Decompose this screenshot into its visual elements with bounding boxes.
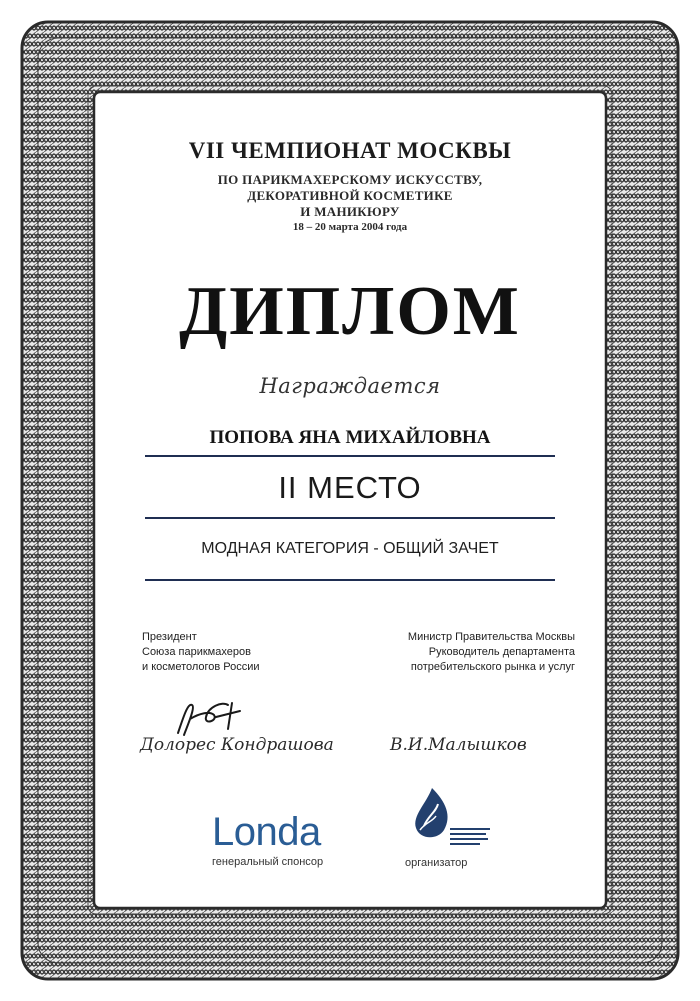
organizer-caption: организатор bbox=[405, 857, 468, 869]
sponsor-caption: генеральный спонсор bbox=[212, 856, 324, 868]
rule-line bbox=[145, 579, 555, 581]
title-line: Руководитель департамента bbox=[428, 646, 575, 658]
right-signatory-title bbox=[335, 630, 575, 675]
title-line: Министр Правительства Москвы bbox=[407, 631, 575, 643]
organizer-drop-logo-icon bbox=[402, 782, 492, 854]
event-dates: 18 – 20 марта 2004 года bbox=[292, 221, 408, 233]
londa-logo: Londa bbox=[212, 810, 321, 854]
rule-line bbox=[145, 517, 555, 519]
event-title: VII ЧЕМПИОНАТ МОСКВЫ bbox=[188, 138, 512, 163]
handwritten-signature-icon bbox=[170, 695, 250, 740]
left-signatory-name: Долорес Кондрашова bbox=[140, 735, 334, 755]
rule-line bbox=[145, 455, 555, 457]
event-subtitle-line: И МАНИКЮРУ bbox=[300, 204, 400, 219]
title-line: и косметологов России bbox=[142, 661, 260, 673]
event-subtitle-line: ПО ПАРИКМАХЕРСКОМУ ИСКУССТВУ, bbox=[217, 172, 483, 187]
document-title: ДИПЛОМ bbox=[179, 273, 521, 350]
recipient-name: ПОПОВА ЯНА МИХАЙЛОВНА bbox=[209, 427, 491, 448]
award-category: МОДНАЯ КАТЕГОРИЯ - ОБЩИЙ ЗАЧЕТ bbox=[201, 540, 499, 557]
event-subtitle-line: ДЕКОРАТИВНОЙ КОСМЕТИКЕ bbox=[247, 188, 453, 203]
awarded-label: Награждается bbox=[259, 374, 441, 398]
title-line: Союза парикмахеров bbox=[142, 646, 251, 658]
award-place: II МЕСТО bbox=[278, 470, 422, 505]
title-line: потребительского рынка и услуг bbox=[410, 661, 575, 673]
diploma-content bbox=[100, 110, 600, 890]
right-signatory-name: В.И.Малышков bbox=[390, 735, 527, 755]
title-line: Президент bbox=[142, 631, 197, 643]
left-signatory-title bbox=[142, 630, 302, 675]
